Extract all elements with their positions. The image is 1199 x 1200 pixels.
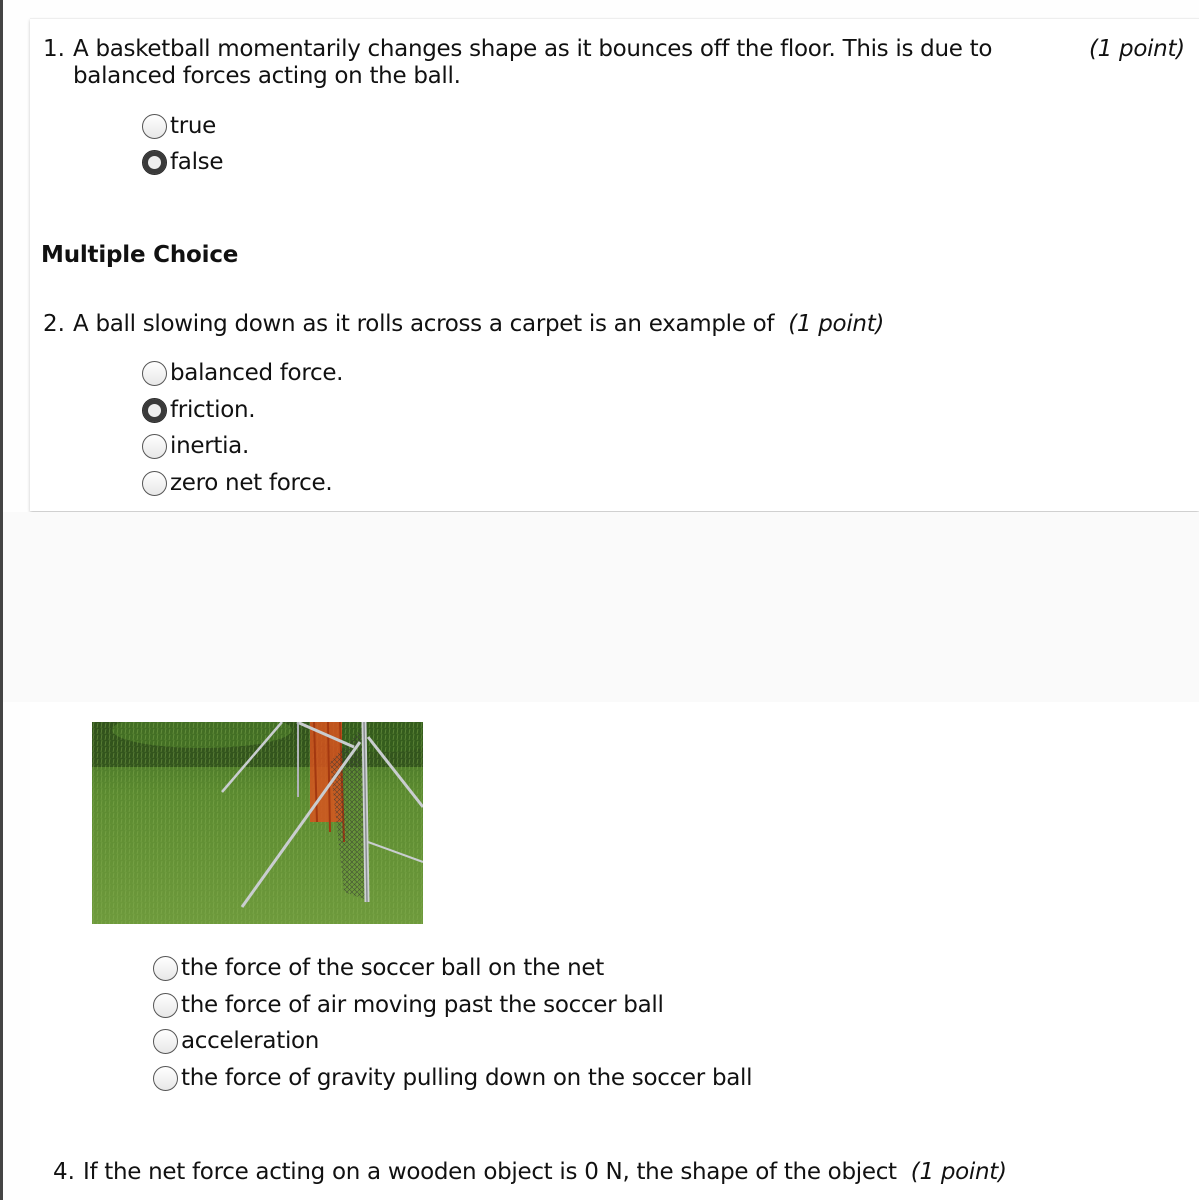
q1-option-true[interactable] (142, 111, 216, 141)
question-1-text-line2: balanced forces acting on the ball. (73, 63, 461, 89)
question-2-points: (1 point) (788, 311, 885, 337)
q2-option-inertia[interactable] (142, 431, 249, 461)
q3-option-ball-on-net[interactable] (153, 953, 604, 983)
option-label: inertia. (170, 433, 249, 459)
question-4-points: (1 point) (910, 1159, 1007, 1185)
radio-unchecked-icon[interactable] (142, 114, 167, 139)
option-label: false (170, 149, 224, 175)
radio-checked-icon[interactable] (142, 150, 167, 175)
question-2-text: A ball slowing down as it rolls across a carpet is an example of (1 point) (73, 311, 885, 337)
option-label: the force of air moving past the soccer ball (181, 992, 664, 1018)
q2-option-friction[interactable] (142, 395, 255, 425)
radio-unchecked-icon[interactable] (142, 361, 167, 386)
option-label: friction. (170, 397, 256, 423)
panel-gap (3, 512, 1199, 702)
option-label: balanced force. (170, 360, 344, 386)
q2-option-zero-net-force[interactable] (142, 468, 332, 498)
soccer-net-photo (92, 722, 423, 924)
q3-option-acceleration[interactable] (153, 1026, 319, 1056)
question-1-number: 1. (43, 36, 65, 62)
radio-unchecked-icon[interactable] (142, 434, 167, 459)
option-label: the force of gravity pulling down on the soccer ball (181, 1065, 753, 1091)
q2-option-balanced-force[interactable] (142, 358, 343, 388)
question-4-text: If the net force acting on a wooden object is 0 N, the shape of the object (1 point) (83, 1159, 1007, 1185)
option-label: true (170, 113, 217, 139)
radio-unchecked-icon[interactable] (153, 993, 178, 1018)
q3-option-air-moving[interactable] (153, 990, 664, 1020)
option-label: zero net force. (170, 470, 333, 496)
option-label: the force of the soccer ball on the net (181, 955, 604, 981)
section-heading: Multiple Choice (41, 242, 239, 268)
question-1-text-line1: A basketball momentarily changes shape as it bounces off the floor. This is due to (73, 36, 993, 62)
question-1-points: (1 point) (1089, 36, 1185, 62)
radio-unchecked-icon[interactable] (153, 956, 178, 981)
radio-unchecked-icon[interactable] (142, 471, 167, 496)
q1-option-false[interactable] (142, 147, 223, 177)
radio-unchecked-icon[interactable] (153, 1066, 178, 1091)
question-2-number: 2. (43, 311, 65, 337)
radio-checked-icon[interactable] (142, 398, 167, 423)
q3-option-gravity[interactable] (153, 1063, 752, 1093)
option-label: acceleration (181, 1028, 320, 1054)
radio-unchecked-icon[interactable] (153, 1029, 178, 1054)
question-4-number: 4. (53, 1159, 75, 1185)
